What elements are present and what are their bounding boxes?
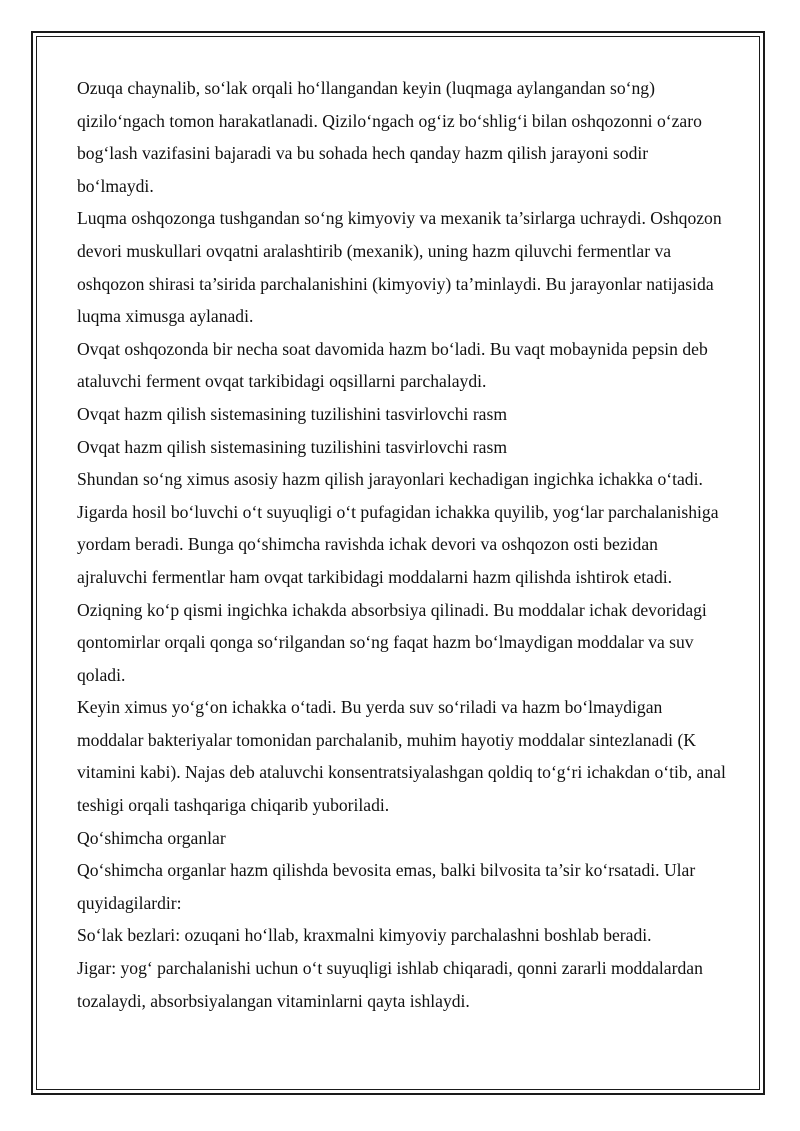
list-item-liver: Jigar: yog‘ parchalanishi uchun o‘t suyuqligi ishlab chiqaradi, qonni zararli moddalardan tozalaydi, absorbsiyalangan vitaminlarni qayta ishlaydi. [77,958,703,1011]
paragraph-stomach-digestion: Luqma oshqozonga tushgandan so‘ng kimyoviy va mexanik ta’sirlarga uchraydi. Oshqozon devori muskullari ovqatni aralashtirib (mexanik), uning hazm qiluvchi fermentlar va oshqozon shirasi ta’sirida parchalanishini (kimyoviy) ta’minlaydi. Bu jarayonlar natijasida luqma ximusga aylanadi. [77,208,722,327]
paragraph-accessory-organs: Qo‘shimcha organlar hazm qilishda bevosita emas, balki bilvosita ta’sir ko‘rsatadi. Ular quyidagilardir: [77,860,696,913]
document-body [77,72,727,1017]
figure-caption-repeat: Ovqat hazm qilish sistemasining tuzilishini tasvirlovchi rasm [77,436,508,457]
paragraph-large-intestine: Keyin ximus yo‘g‘on ichakka o‘tadi. Bu yerda suv so‘riladi va hazm bo‘lmaydigan moddalar bakteriyalar tomonidan parchalanib, muhim hayotiy moddalar sintezlanadi (K vitamini kabi). Najas deb ataluvchi konsentratsiyalashgan qoldiq to‘g‘ri ichakdan o‘tib, anal teshigi orqali tashqariga chiqarib yuboriladi. [77,697,726,816]
paragraph-absorption: Oziqning ko‘p qismi ingichka ichakda absorbsiya qilinadi. Bu moddalar ichak devoridagi qontomirlar orqali qonga so‘rilgandan so‘ng faqat hazm bo‘lmaydigan moddalar va suv qoladi. [77,599,707,685]
figure-caption: Ovqat hazm qilish sistemasining tuzilishini tasvirlovchi rasm [77,403,508,424]
paragraph-small-intestine: Shundan so‘ng ximus asosiy hazm qilish jarayonlari kechadigan ingichka ichakka o‘tadi. Jigarda hosil bo‘luvchi o‘t suyuqligi o‘t pufagidan ichakka quyilib, yog‘lar parchalanishiga yordam beradi. Bunga qo‘shimcha ravishda ichak devori va oshqozon osti bezidan ajraluvchi fermentlar ham ovqat tarkibidagi moddalarni hazm qilishda ishtirok etadi. [77,469,719,587]
section-heading-accessory-organs: Qo‘shimcha organlar [77,827,226,848]
paragraph-pepsin: Ovqat oshqozonda bir necha soat davomida hazm bo‘ladi. Bu vaqt mobaynida pepsin deb ataluvchi ferment ovqat tarkibidagi oqsillarni parchalaydi. [77,338,708,392]
paragraph-esophagus: Ozuqa chaynalib, so‘lak orqali ho‘llangandan keyin (luqmaga aylangandan so‘ng) qizilo‘ngach tomon harakatlanadi. Qizilo‘ngach og‘iz bo‘shlig‘i bilan oshqozonni o‘zaro bog‘lash vazifasini bajaradi va bu sohada hech qanday hazm qilish jarayoni sodir bo‘lmaydi. [77,78,702,196]
list-item-salivary-glands: So‘lak bezlari: ozuqani ho‘llab, kraxmalni kimyoviy parchalashni boshlab beradi. [77,925,652,946]
